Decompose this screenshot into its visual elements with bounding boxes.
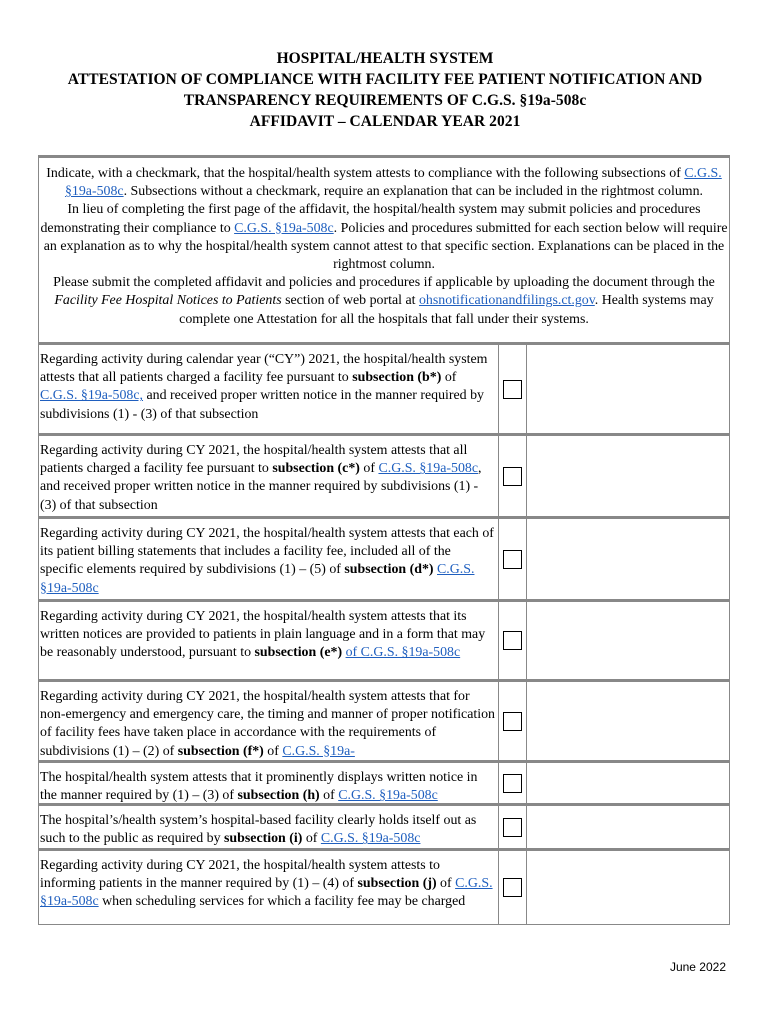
instruction-text: . Health systems may complete one Attestation for all the hospitals that fall under their systems. [179,293,714,327]
portal-link[interactable]: ohsnotificationandfilings.ct.gov [418,293,595,309]
subsection-label: subsection (d*) [344,562,434,578]
statement-text: Regarding activity during CY 2021, the hospital/health system attests to informing patients in the manner required by (1) – (4) of [40,858,440,892]
subsection-label: subsection (f*) [177,743,264,759]
subsection-label: subsection (b*) [352,370,442,386]
attestation-statement [39,345,499,433]
statute-link[interactable]: C.G.S. §19a- [282,743,355,759]
attestation-row [39,760,729,803]
attestation-statement [39,436,499,516]
attestation-checkbox[interactable] [503,467,522,486]
instruction-paragraph-2 [39,201,729,274]
attestation-row [39,803,729,848]
attestation-checkbox[interactable] [503,550,522,569]
explanation-field[interactable] [527,345,729,433]
attestation-row [39,342,729,433]
attestation-row [39,433,729,516]
statement-text: The hospital/health system attests that it prominently displays written notice in the manner required by (1) – (3) of [40,770,478,804]
checkbox-cell [499,763,527,803]
subsection-label: subsection (h) [237,788,320,804]
checkbox-cell [499,519,527,599]
statute-link[interactable]: C.G.S. §19a-508c [378,461,478,477]
attestation-statement [39,682,499,760]
instruction-text: In lieu of completing the first page of the affidavit, the hospital/health system may submit policies and procedures demonstrating their compliance to [40,202,701,236]
header-subtitle-2: TRANSPARENCY REQUIREMENTS OF C.G.S. §19a-508c [183,92,587,109]
explanation-field[interactable] [527,763,729,803]
attestation-statement [39,602,499,679]
statement-text: of [441,370,457,386]
header-title: HOSPITAL/HEALTH SYSTEM [276,50,494,67]
attestation-row [39,679,729,760]
explanation-field[interactable] [527,436,729,516]
attestation-row [39,516,729,599]
document-header [0,48,770,132]
statement-text: of [319,788,339,804]
subsection-label: subsection (e*) [254,645,343,661]
checkbox-cell [499,851,527,924]
attestation-checkbox[interactable] [503,774,522,793]
statute-link[interactable]: C.G.S. §19a-508c [338,788,438,804]
attestation-table [38,342,730,925]
footer-date: June 2022 [669,960,726,974]
explanation-field[interactable] [527,806,729,848]
subsection-label: subsection (j) [357,876,437,892]
checkbox-cell [499,345,527,433]
statement-text: Regarding activity during CY 2021, the hospital/health system attests that for non-emergency and emergency care, the timing and manner of proper notification of facility fees have taken place in accordance with the requirements of subdivisions (1) – (2) of [40,689,495,759]
attestation-checkbox[interactable] [503,712,522,731]
checkbox-cell [499,806,527,848]
statute-link[interactable]: C.G.S. §19a-508c [40,562,475,596]
attestation-statement [39,851,499,924]
statute-link[interactable]: C.G.S. §19a-508c [40,876,493,910]
explanation-field[interactable] [527,851,729,924]
attestation-checkbox[interactable] [503,380,522,399]
header-subtitle-1: ATTESTATION OF COMPLIANCE WITH FACILITY FEE PATIENT NOTIFICATION AND [67,71,703,88]
explanation-field[interactable] [527,682,729,760]
statute-link[interactable]: C.G.S. §19a-508c [234,220,334,236]
checkbox-cell [499,436,527,516]
header-affidavit-year: AFFIDAVIT – CALENDAR YEAR 2021 [249,113,521,130]
attestation-row [39,848,729,924]
statement-text: Regarding activity during CY 2021, the hospital/health system attests that each of its patient billing statements that includes a facility fee, included all of the specific elements required by subdivisions (1) – (5) of [40,526,494,578]
instructions-box [38,155,730,342]
attestation-row [39,599,729,679]
statement-text: of [263,743,283,759]
statement-text: and received proper written notice in the manner required by subdivisions (1) - (3) of that subsection [40,388,484,422]
instruction-paragraph-1 [39,165,729,201]
statement-text: when scheduling services for which a facility fee may be charged [98,894,466,910]
attestation-statement [39,806,499,848]
attestation-statement [39,519,499,599]
statute-link[interactable]: C.G.S. §19a-508c [64,166,722,200]
instruction-paragraph-3 [39,274,729,329]
statement-text: Regarding activity during CY 2021, the hospital/health system attests that all patients charged a facility fee pursuant to [40,443,468,477]
statement-text: Regarding activity during calendar year (“CY”) 2021, the hospital/health system attests that all patients charged a facility fee pursuant to [40,352,488,386]
subsection-label: subsection (c*) [272,461,360,477]
statement-text: , and received proper written notice in the manner required by subdivisions (1) - (3) of that subsection [40,461,482,513]
instruction-text: . Subsections without a checkmark, require an explanation that can be included in the rightmost column. [123,184,704,200]
instruction-text: Please submit the completed affidavit and policies and procedures if applicable by uploading the document through the [53,275,715,291]
instruction-text: section of web portal at [281,293,419,309]
attestation-checkbox[interactable] [503,878,522,897]
statement-text: Regarding activity during CY 2021, the hospital/health system attests that its written notices are provided to patients in plain language and in a form that may be reasonably understood, pursuant to [40,609,486,661]
explanation-field[interactable] [527,519,729,599]
attestation-checkbox[interactable] [503,631,522,650]
checkbox-cell [499,602,527,679]
portal-section-name: Facility Fee Hospital Notices to Patients [54,293,282,309]
explanation-field[interactable] [527,602,729,679]
instruction-text: Indicate, with a checkmark, that the hospital/health system attests to compliance with the following subsections of [46,166,685,181]
instruction-text: . Policies and procedures submitted for each section below will require an explanation as to why the hospital/health system cannot attest to that specific section. Explanations can be placed in the rightmost column. [43,220,728,273]
statement-text: of [359,461,379,477]
statement-text: The hospital’s/health system’s hospital-based facility clearly holds itself out as such to the public as required by [40,813,477,847]
statute-link[interactable]: C.G.S. §19a-508c, [40,388,144,404]
statute-link[interactable]: C.G.S. §19a-508c [320,831,421,847]
attestation-checkbox[interactable] [503,818,522,837]
subsection-label: subsection (i) [224,831,303,847]
statement-text: of [436,876,456,892]
statute-link[interactable]: of C.G.S. §19a-508c [345,645,461,661]
attestation-statement [39,763,499,803]
statement-text: of [302,831,321,847]
checkbox-cell [499,682,527,760]
